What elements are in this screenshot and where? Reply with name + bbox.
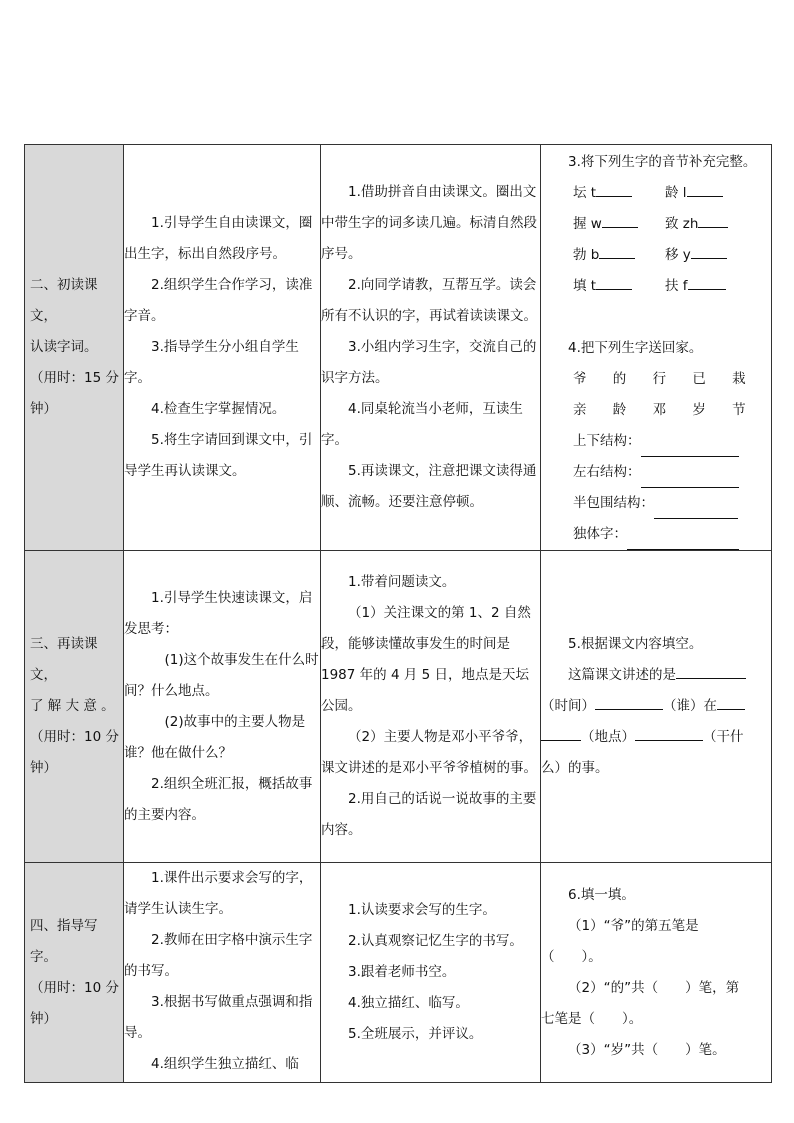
exercise-cell [541, 551, 772, 863]
exercise-title: 5.根据课文内容填空。 [568, 636, 703, 652]
answer-blank[interactable] [641, 473, 739, 488]
teacher-step: 2.组织学生合作学习，读准字音。 [124, 277, 313, 324]
stage-cell [25, 145, 124, 551]
table-row [25, 145, 772, 551]
student-activity-cell [321, 145, 541, 551]
student-step: 3.小组内学习生字，交流自己的识字方法。 [321, 339, 537, 386]
answer-blank[interactable] [688, 275, 726, 290]
exercise-cell [541, 145, 772, 551]
lesson-plan-table [24, 144, 772, 1083]
stage-text: 三、再读课文， [30, 636, 98, 683]
answer-blank[interactable] [541, 726, 581, 741]
student-step: 1.借助拼音自由读课文。圈出文中带生字的词多读几遍。标清自然段序号。 [321, 184, 537, 262]
teacher-activity-cell [124, 863, 321, 1083]
student-activity-cell [321, 863, 541, 1083]
teacher-step: 3.根据书写做重点强调和指导。 [124, 994, 313, 1041]
fill-in-line: 七笔是（ ）。 [541, 1010, 643, 1027]
fill-in-line [541, 691, 771, 722]
student-step: （1）关注课文的第 1、2 自然段，能够读懂故事发生的时间是 1987 年的 4 月 5 日，地点是天坛公园。 [321, 605, 531, 714]
fill-in-line [541, 660, 771, 691]
structure-label: 独体字： [573, 526, 627, 542]
pinyin-prompt: 扶 f [665, 278, 688, 294]
pinyin-prompt: 致 zh [665, 216, 699, 232]
pinyin-prompt: 勃 b [573, 247, 600, 263]
pinyin-prompt: 坛 t [573, 185, 597, 201]
table-row [25, 551, 772, 863]
teacher-activity-cell [124, 145, 321, 551]
structure-label: 上下结构： [573, 433, 641, 449]
character-list: 亲 龄 邓 岁 节 [573, 402, 757, 418]
fill-in-line: （3）“岁”共（ ）笔。 [568, 1041, 726, 1058]
stage-text: 二、初读课文， [30, 277, 98, 324]
stage-text: 认读字词。 [30, 339, 98, 355]
pinyin-row [541, 271, 771, 302]
exercise-cell [541, 863, 772, 1083]
structure-row [541, 488, 771, 519]
answer-blank[interactable] [676, 664, 746, 679]
answer-blank[interactable] [641, 442, 739, 457]
structure-row [541, 426, 771, 457]
answer-blank[interactable] [595, 695, 663, 710]
answer-blank[interactable] [687, 182, 723, 197]
exercise-title: 4.把下列生字送回家。 [568, 340, 703, 356]
answer-blank[interactable] [596, 182, 632, 197]
fill-in-text: （干什 [703, 729, 744, 745]
answer-blank[interactable] [635, 726, 703, 741]
teacher-step: 3.指导学生分小组自学生字。 [124, 339, 299, 386]
teacher-step: 2.教师在田字格中演示生字的书写。 [124, 932, 313, 979]
student-step: 3.跟着老师书空。 [348, 964, 456, 980]
structure-label: 半包围结构： [573, 495, 654, 511]
stage-text: 钟） [30, 760, 57, 776]
table-row [25, 863, 772, 1083]
student-step: 4.同桌轮流当小老师，互读生字。 [321, 401, 523, 448]
fill-in-line: 么）的事。 [541, 760, 609, 776]
character-list: 爷 的 行 已 栽 [573, 371, 757, 387]
stage-text: （用时：10 分 [30, 729, 119, 745]
stage-cell [25, 551, 124, 863]
answer-blank[interactable] [691, 244, 727, 259]
teacher-step: (1)这个故事发生在什么时间？什么地点。 [124, 651, 319, 699]
teacher-step: 4.组织学生独立描红、临 [151, 1056, 299, 1072]
exercise-title: 6.填一填。 [568, 886, 635, 903]
fill-in-line [541, 722, 771, 753]
teacher-step: 1.课件出示要求会写的字，请学生认读生字。 [124, 870, 313, 917]
pinyin-prompt: 龄 l [665, 185, 687, 201]
stage-text: 了 解 大 意 。 [30, 698, 115, 714]
answer-blank[interactable] [627, 535, 739, 550]
fill-in-text: （谁）在 [663, 698, 717, 714]
student-activity-cell [321, 551, 541, 863]
teacher-step: (2)故事中的主要人物是谁？他在做什么？ [124, 713, 306, 761]
fill-in-text: 这篇课文讲述的是 [568, 667, 676, 683]
student-step: 1.认读要求会写的生字。 [348, 902, 496, 918]
pinyin-prompt: 握 w [573, 216, 602, 232]
structure-row [541, 519, 771, 550]
student-step: 2.用自己的话说一说故事的主要内容。 [321, 791, 537, 838]
exercise-title: 3.将下列生字的音节补充完整。 [568, 154, 757, 170]
student-step: 5.全班展示，并评议。 [348, 1026, 483, 1042]
structure-label: 左右结构： [573, 464, 641, 480]
answer-blank[interactable] [698, 213, 728, 228]
fill-in-line: （1）“爷”的第五笔是 [568, 917, 699, 934]
stage-text: 钟） [30, 1010, 57, 1027]
pinyin-row [541, 209, 771, 240]
student-step: 4.独立描红、临写。 [348, 995, 469, 1011]
teacher-step: 1.引导学生自由读课文，圈出生字，标出自然段序号。 [124, 215, 313, 262]
answer-blank[interactable] [717, 695, 745, 710]
pinyin-row [541, 178, 771, 209]
student-step: 2.向同学请教，互帮互学。读会所有不认识的字，再试着读读课文。 [321, 277, 537, 324]
stage-text: （用时：10 分 [30, 979, 119, 996]
student-step: 2.认真观察记忆生字的书写。 [348, 933, 523, 949]
teacher-step: 5.将生字请回到课文中，引导学生再认读课文。 [124, 432, 313, 479]
answer-blank[interactable] [596, 275, 632, 290]
pinyin-prompt: 填 t [573, 278, 597, 294]
stage-text: （用时：15 分 [30, 370, 119, 386]
student-step: 5.再读课文，注意把课文读得通顺、流畅。还要注意停顿。 [321, 463, 537, 510]
answer-blank[interactable] [599, 244, 635, 259]
stage-cell [25, 863, 124, 1083]
pinyin-row [541, 240, 771, 271]
fill-in-text: （地点） [581, 729, 635, 745]
fill-in-text: （时间） [541, 698, 595, 714]
stage-text: 四、指导写字。 [30, 917, 98, 965]
stage-text: 钟） [30, 401, 57, 417]
pinyin-prompt: 移 y [665, 247, 691, 263]
student-step: （2）主要人物是邓小平爷爷，课文讲述的是邓小平爷爷植树的事。 [321, 729, 537, 776]
teacher-step: 2.组织全班汇报，概括故事的主要内容。 [124, 775, 313, 823]
teacher-step: 1.引导学生快速读课文，启发思考： [124, 589, 313, 637]
fill-in-line: （2）“的”共（ ）笔，第 [568, 979, 740, 996]
answer-blank[interactable] [654, 504, 738, 519]
teacher-activity-cell [124, 551, 321, 863]
student-step: 1.带着问题读文。 [348, 574, 456, 590]
fill-in-line: （ ）。 [541, 948, 602, 965]
teacher-step: 4.检查生字掌握情况。 [151, 401, 286, 417]
structure-row [541, 457, 771, 488]
answer-blank[interactable] [602, 213, 638, 228]
